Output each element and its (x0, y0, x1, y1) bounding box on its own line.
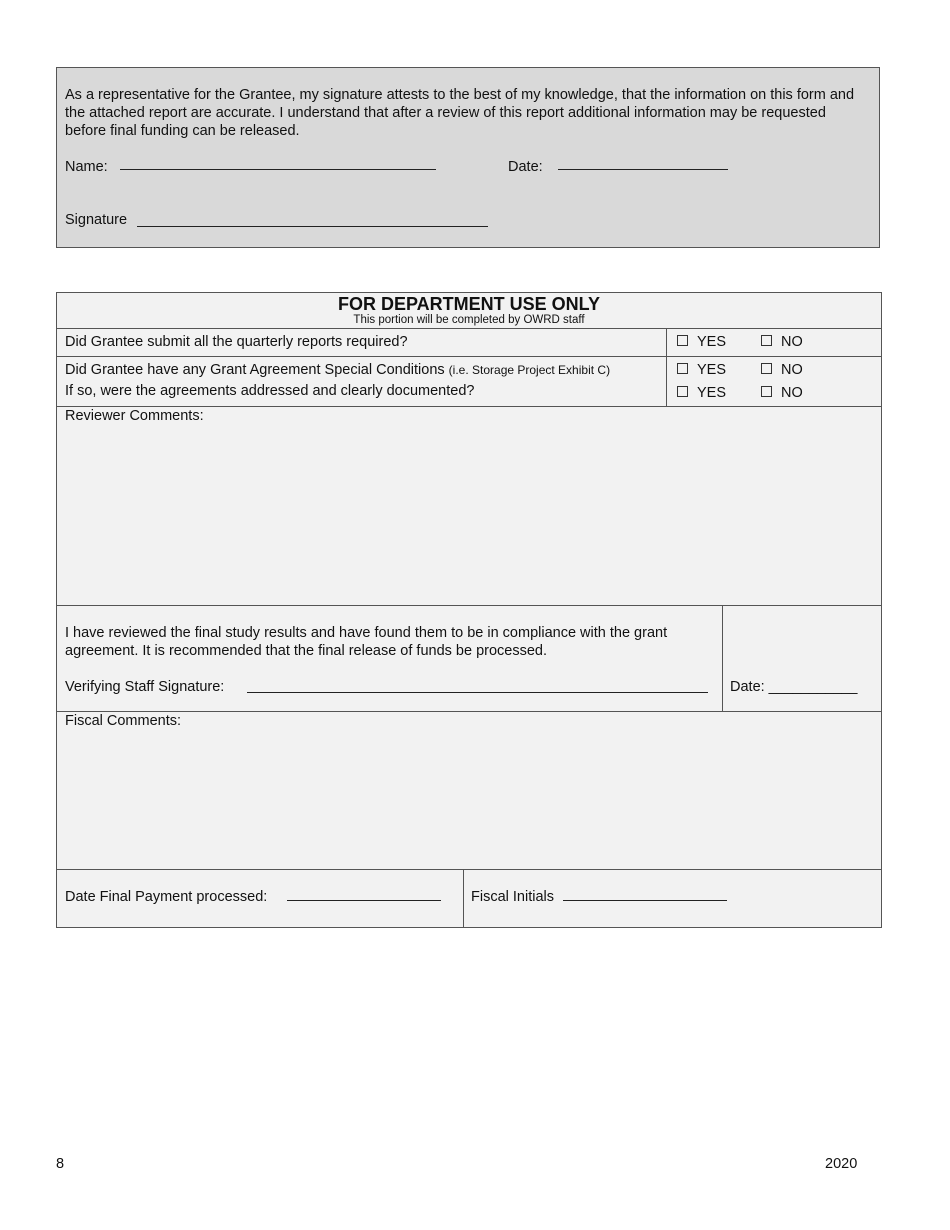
divider (57, 605, 881, 606)
date-label: Date: (508, 159, 543, 175)
quarterly-reports-no-checkbox[interactable] (761, 334, 803, 350)
divider (57, 406, 881, 407)
quarterly-reports-question: Did Grantee submit all the quarterly reports required? (65, 334, 408, 350)
special-conditions-note: (i.e. Storage Project Exhibit C) (448, 363, 611, 377)
date-field[interactable] (558, 169, 728, 170)
name-field[interactable] (120, 169, 436, 170)
yes-label: YES (697, 362, 727, 378)
divider (666, 328, 667, 406)
verifying-signature-label: Verifying Staff Signature: (65, 679, 225, 695)
final-payment-date-field[interactable] (287, 900, 441, 901)
signature-label: Signature (65, 212, 128, 228)
divider (722, 605, 723, 711)
quarterly-reports-yes-checkbox[interactable] (677, 334, 726, 350)
divider (57, 711, 881, 712)
page-number: 8 (56, 1156, 65, 1172)
divider (57, 356, 881, 357)
department-subtitle: This portion will be completed by OWRD staff (353, 314, 585, 326)
compliance-text-line1: I have reviewed the final study results and have found them to be in compliance with the grant (65, 625, 668, 641)
special-conditions-yes-checkbox[interactable] (677, 362, 726, 378)
fiscal-initials-field[interactable] (563, 900, 727, 901)
checkbox-icon (761, 363, 772, 374)
checkbox-icon (761, 386, 772, 397)
agreements-documented-no-checkbox[interactable] (761, 385, 803, 401)
special-conditions-text: Did Grantee have any Grant Agreement Special Conditions (65, 362, 449, 378)
divider (57, 869, 881, 870)
yes-label: YES (697, 334, 727, 350)
fiscal-comments-label: Fiscal Comments: (65, 713, 182, 729)
divider (463, 869, 464, 928)
divider (57, 328, 881, 329)
final-payment-label: Date Final Payment processed: (65, 889, 268, 905)
no-label: NO (781, 385, 803, 401)
agreements-documented-question: If so, were the agreements addressed and clearly documented? (65, 383, 475, 399)
name-label: Name: (65, 159, 108, 175)
no-label: NO (781, 362, 803, 378)
no-label: NO (781, 334, 803, 350)
footer-year: 2020 (825, 1156, 858, 1172)
grantee-attestation-section (56, 67, 880, 248)
fiscal-initials-label: Fiscal Initials (471, 889, 554, 905)
signature-field[interactable] (137, 226, 488, 227)
department-title: FOR DEPARTMENT USE ONLY (337, 294, 601, 314)
special-conditions-no-checkbox[interactable] (761, 362, 803, 378)
compliance-text-line2: agreement. It is recommended that the final release of funds be processed. (65, 643, 547, 659)
reviewer-comments-label: Reviewer Comments: (65, 408, 204, 424)
department-use-section (56, 292, 882, 928)
checkbox-icon (677, 363, 688, 374)
yes-label: YES (697, 385, 727, 401)
agreements-documented-yes-checkbox[interactable] (677, 385, 726, 401)
checkbox-icon (761, 335, 772, 346)
attestation-text: As a representative for the Grantee, my signature attests to the best of my knowledge, that the information on this form and the attached report are accurate. I understand that after a review of this report additional information may be requested before final funding can be released. (65, 87, 855, 139)
checkbox-icon (677, 386, 688, 397)
verifying-signature-field[interactable] (247, 692, 708, 693)
special-conditions-question (65, 362, 610, 378)
verify-date-field[interactable]: Date: ___________ (730, 679, 858, 695)
reviewer-comments-field[interactable] (61, 428, 877, 600)
fiscal-comments-field[interactable] (61, 733, 877, 863)
checkbox-icon (677, 335, 688, 346)
